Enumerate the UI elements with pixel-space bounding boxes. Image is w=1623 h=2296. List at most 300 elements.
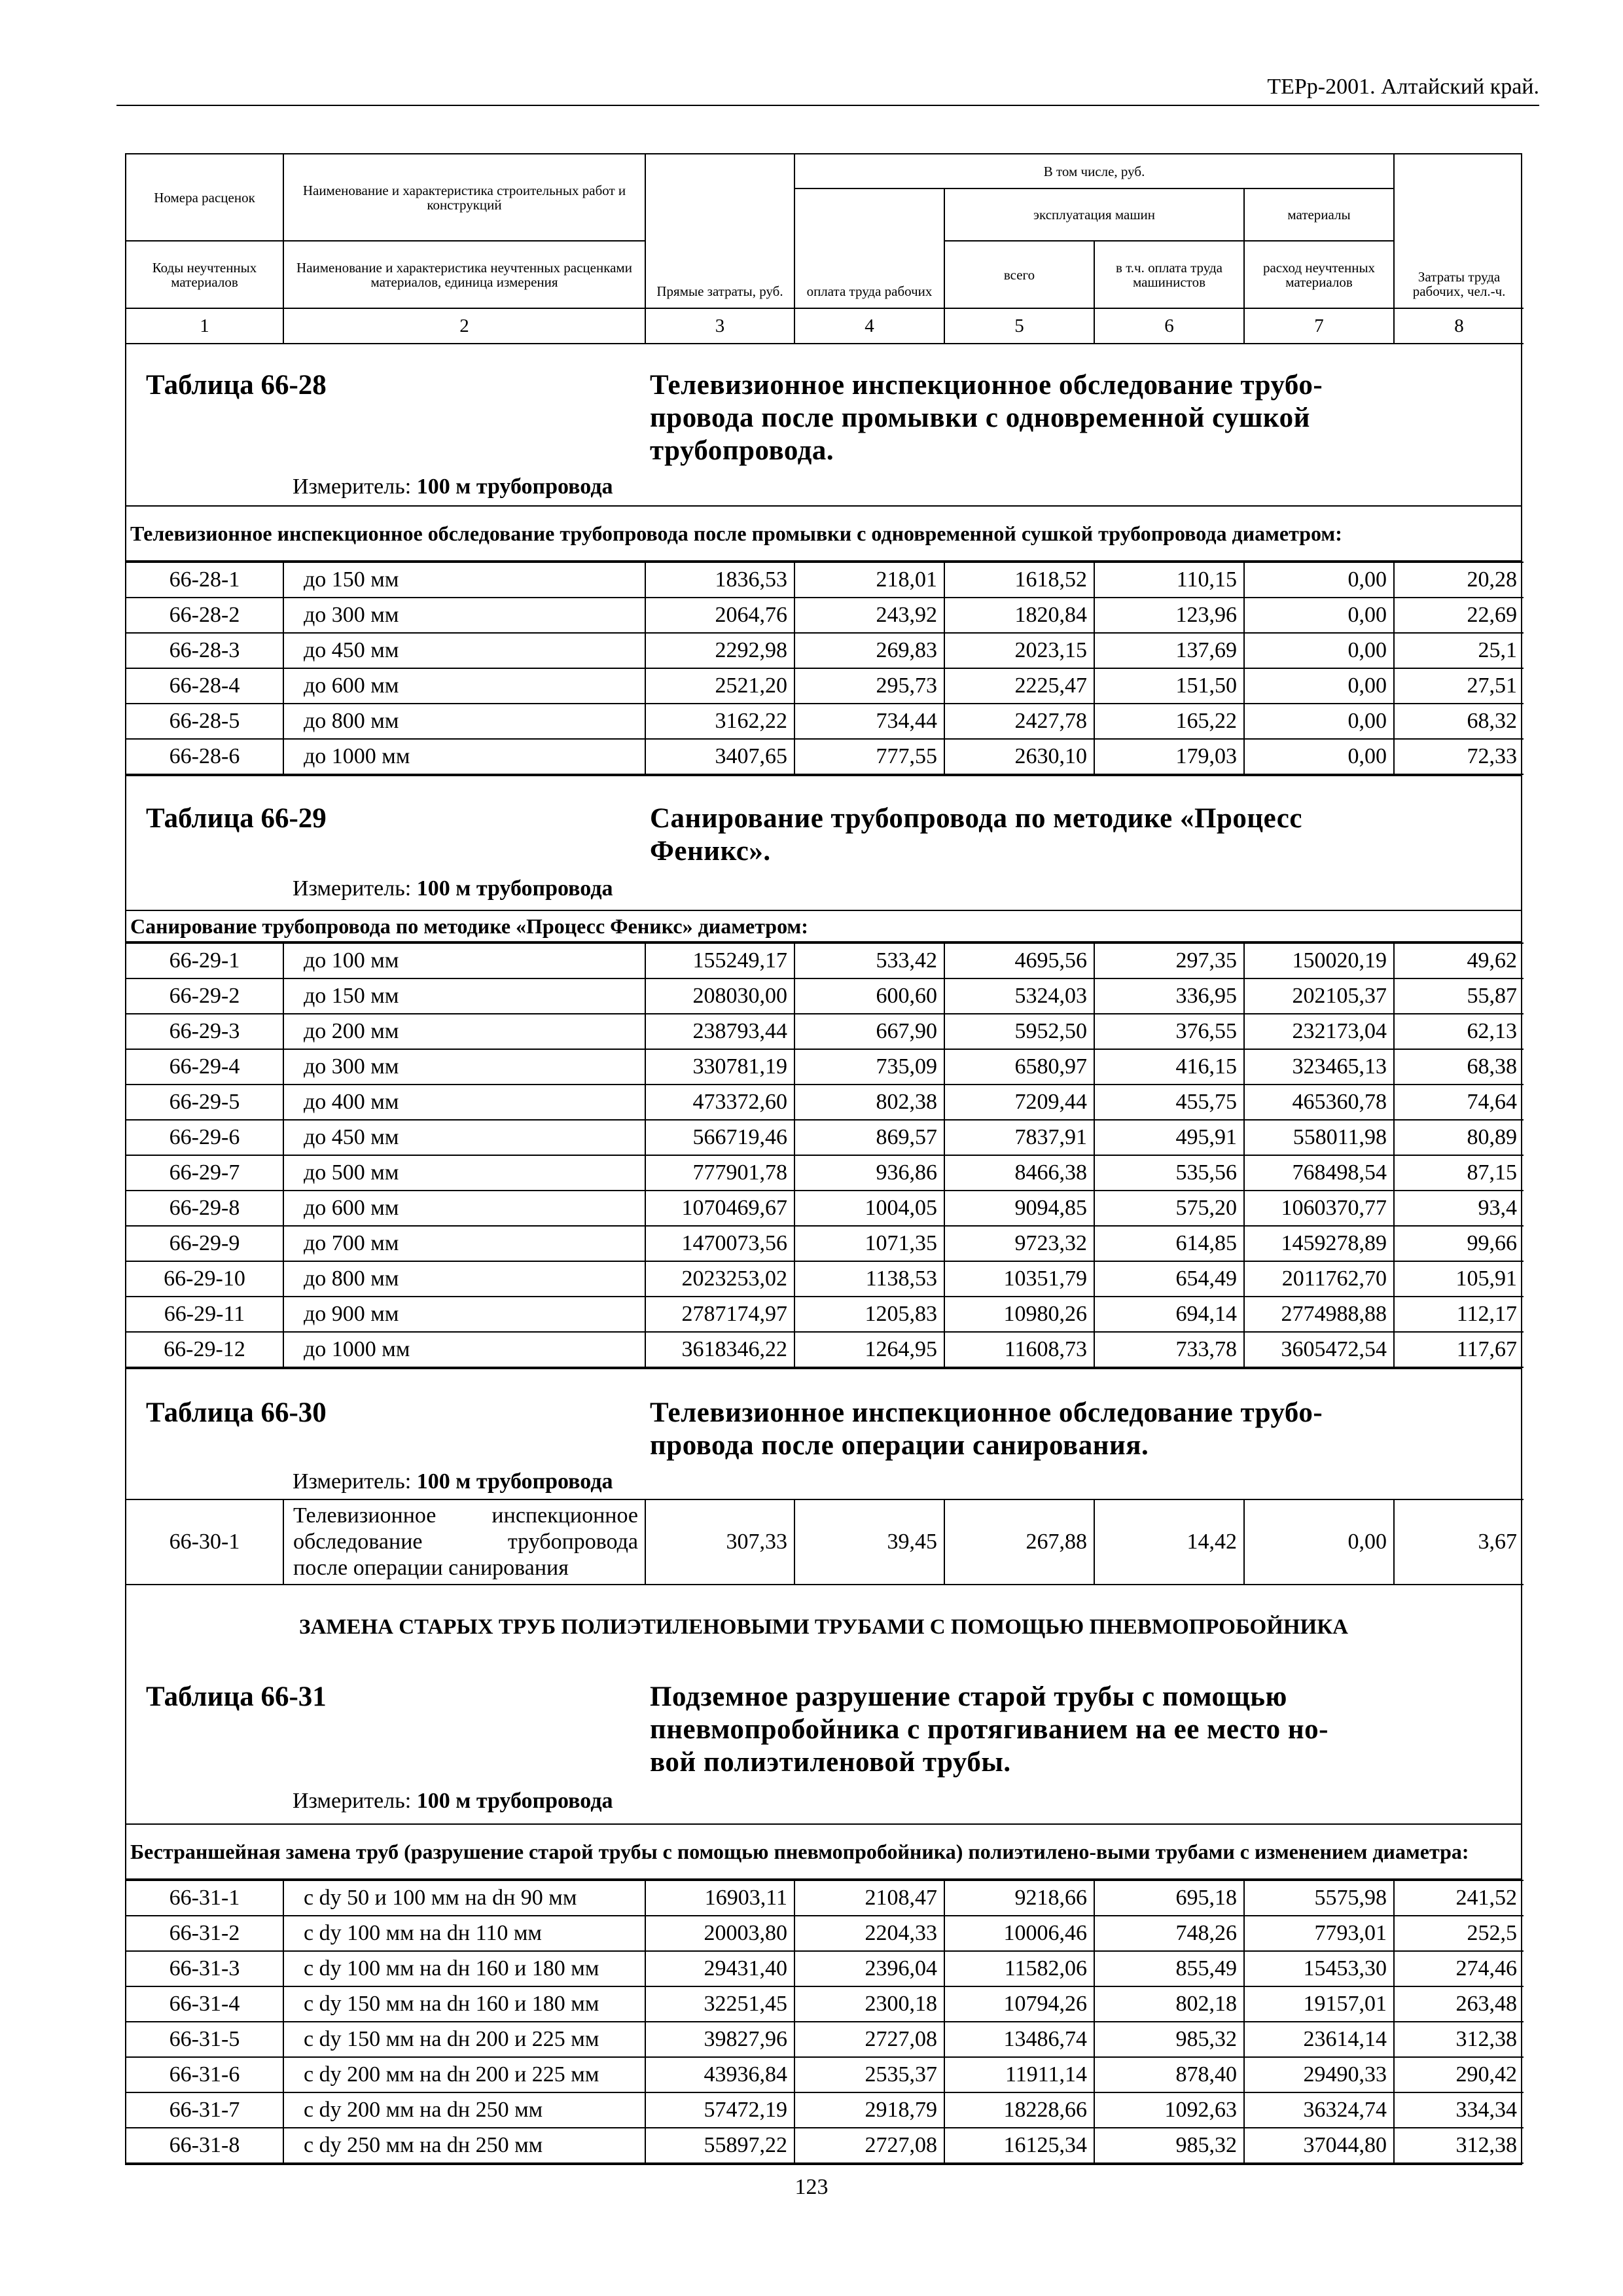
row-value: 16125,34 <box>944 2128 1094 2163</box>
row-code: 66-28-5 <box>126 704 283 739</box>
row-value: 733,78 <box>1094 1332 1244 1367</box>
row-value: 295,73 <box>794 668 944 704</box>
row-value: 9723,32 <box>944 1226 1094 1261</box>
col-number: 1 <box>126 308 283 344</box>
row-code: 66-31-5 <box>126 2022 283 2057</box>
section-heading: ЗАМЕНА СТАРЫХ ТРУБ ПОЛИЭТИЛЕНОВЫМИ ТРУБАМИ С ПОМОЩЬЮ ПНЕВМОПРОБОЙНИКА <box>299 1615 1348 1639</box>
measure <box>293 1467 613 1496</box>
row-value: 2630,10 <box>944 739 1094 774</box>
row-value: 62,13 <box>1394 1014 1524 1049</box>
measure-value: 100 м трубопровода <box>416 1789 613 1813</box>
row-code: 66-29-6 <box>126 1120 283 1155</box>
header-direct-costs: Прямые затраты, руб. <box>645 154 794 308</box>
row-name: с dy 150 мм на dн 160 и 180 мм <box>283 1986 645 2022</box>
row-value: 768498,54 <box>1244 1155 1394 1191</box>
row-name: до 600 мм <box>283 668 645 704</box>
row-value: 7793,01 <box>1244 1916 1394 1951</box>
row-value: 575,20 <box>1094 1191 1244 1226</box>
row-code: 66-29-1 <box>126 943 283 978</box>
table-row <box>126 1880 1524 1916</box>
table-row <box>126 739 1524 774</box>
measure-value: 100 м трубопровода <box>416 1469 613 1494</box>
row-value: 202105,37 <box>1244 978 1394 1014</box>
row-name: с dy 200 мм на dн 200 и 225 мм <box>283 2057 645 2092</box>
row-value: 155249,17 <box>645 943 794 978</box>
row-value: 10351,79 <box>944 1261 1094 1297</box>
table-66-29-desc <box>126 910 1521 942</box>
row-value: 0,00 <box>1244 704 1394 739</box>
row-value: 74,64 <box>1394 1085 1524 1120</box>
row-code: 66-28-6 <box>126 739 283 774</box>
row-value: 20,28 <box>1394 562 1524 598</box>
row-value: 495,91 <box>1094 1120 1244 1155</box>
row-value: 334,34 <box>1394 2092 1524 2128</box>
title-line: трубопровода. <box>650 435 834 466</box>
row-name: с dy 100 мм на dн 110 мм <box>283 1916 645 1951</box>
col-number: 8 <box>1394 308 1524 344</box>
row-value: 208030,00 <box>645 978 794 1014</box>
row-value: 2108,47 <box>794 1880 944 1916</box>
row-value: 5324,03 <box>944 978 1094 1014</box>
row-value: 777901,78 <box>645 1155 794 1191</box>
header-materials-sub: расход неучтенных материалов <box>1244 241 1394 308</box>
row-value: 3407,65 <box>645 739 794 774</box>
row-value: 695,18 <box>1094 1880 1244 1916</box>
row-value: 416,15 <box>1094 1049 1244 1085</box>
row-value: 18228,66 <box>944 2092 1094 2128</box>
row-name: с dy 100 мм на dн 160 и 180 мм <box>283 1951 645 1986</box>
page-number: 123 <box>794 2175 829 2199</box>
row-value: 2787174,97 <box>645 1297 794 1332</box>
row-name: до 1000 мм <box>283 1332 645 1367</box>
row-value: 9094,85 <box>944 1191 1094 1226</box>
table-row <box>126 2022 1524 2057</box>
row-value: 2023253,02 <box>645 1261 794 1297</box>
row-name: до 800 мм <box>283 704 645 739</box>
header-incl: В том числе, руб. <box>794 154 1394 188</box>
row-value: 1060370,77 <box>1244 1191 1394 1226</box>
table-number: Таблица 66-29 <box>146 803 327 834</box>
section-description: Санирование трубопровода по методике «Процесс Феникс» диаметром: <box>126 910 1521 942</box>
table-66-28-desc <box>126 505 1521 562</box>
table-66-31-title <box>126 1659 1521 1823</box>
header-materials: материалы <box>1244 188 1394 241</box>
row-value: 936,86 <box>794 1155 944 1191</box>
row-value: 72,33 <box>1394 739 1524 774</box>
row-value: 10794,26 <box>944 1986 1094 2022</box>
row-value: 473372,60 <box>645 1085 794 1120</box>
row-code: 66-31-3 <box>126 1951 283 1986</box>
row-value: 23614,14 <box>1244 2022 1394 2057</box>
col-number: 7 <box>1244 308 1394 344</box>
row-code: 66-29-2 <box>126 978 283 1014</box>
col-number: 4 <box>794 308 944 344</box>
header-labor-pay: оплата труда рабочих <box>794 188 944 308</box>
measure <box>293 473 613 501</box>
row-code: 66-29-4 <box>126 1049 283 1085</box>
row-value: 3,67 <box>1394 1499 1524 1585</box>
row-value: 1071,35 <box>794 1226 944 1261</box>
table-row <box>126 704 1524 739</box>
row-code: 66-28-2 <box>126 598 283 633</box>
row-value: 232173,04 <box>1244 1014 1394 1049</box>
row-value: 654,49 <box>1094 1261 1244 1297</box>
row-value: 11911,14 <box>944 2057 1094 2092</box>
table-row <box>126 633 1524 668</box>
row-value: 10980,26 <box>944 1297 1094 1332</box>
table-row <box>126 598 1524 633</box>
section-description: Бестраншейная замена труб (разрушение старой трубы с помощью пневмопробойника) полиэтилено-выми трубами с изменением диаметра: <box>126 1824 1521 1879</box>
row-code: 66-29-8 <box>126 1191 283 1226</box>
row-value: 1470073,56 <box>645 1226 794 1261</box>
row-value: 465360,78 <box>1244 1085 1394 1120</box>
row-code: 66-31-1 <box>126 1880 283 1916</box>
row-name: с dy 250 мм на dн 250 мм <box>283 2128 645 2163</box>
table-row <box>126 1014 1524 1049</box>
row-name: до 200 мм <box>283 1014 645 1049</box>
row-value: 1092,63 <box>1094 2092 1244 2128</box>
table-row <box>126 1951 1524 1986</box>
row-value: 11608,73 <box>944 1332 1094 1367</box>
table-number: Таблица 66-28 <box>146 370 327 401</box>
row-value: 29431,40 <box>645 1951 794 1986</box>
title-line: провода после операции санирования. <box>650 1430 1149 1461</box>
row-value: 777,55 <box>794 739 944 774</box>
row-value: 112,17 <box>1394 1297 1524 1332</box>
row-name: до 300 мм <box>283 598 645 633</box>
row-code: 66-31-4 <box>126 1986 283 2022</box>
row-value: 14,42 <box>1094 1499 1244 1585</box>
row-value: 985,32 <box>1094 2022 1244 2057</box>
row-value: 535,56 <box>1094 1155 1244 1191</box>
row-value: 1459278,89 <box>1244 1226 1394 1261</box>
row-value: 137,69 <box>1094 633 1244 668</box>
table-header <box>126 154 1524 308</box>
row-name: до 1000 мм <box>283 739 645 774</box>
row-value: 290,42 <box>1394 2057 1524 2092</box>
row-value: 32251,45 <box>645 1986 794 2022</box>
row-value: 5575,98 <box>1244 1880 1394 1916</box>
row-value: 241,52 <box>1394 1880 1524 1916</box>
row-value: 735,09 <box>794 1049 944 1085</box>
row-value: 68,38 <box>1394 1049 1524 1085</box>
table-row <box>126 1297 1524 1332</box>
row-value: 3618346,22 <box>645 1332 794 1367</box>
row-code: 66-29-5 <box>126 1085 283 1120</box>
row-value: 123,96 <box>1094 598 1244 633</box>
title-line: Подземное разрушение старой трубы с помощью <box>650 1681 1287 1712</box>
row-value: 614,85 <box>1094 1226 1244 1261</box>
row-value: 2774988,88 <box>1244 1297 1394 1332</box>
row-code: 66-28-4 <box>126 668 283 704</box>
row-value: 218,01 <box>794 562 944 598</box>
row-value: 2064,76 <box>645 598 794 633</box>
title-line: провода после промывки с одновременной сушкой <box>650 403 1310 433</box>
table-row <box>126 668 1524 704</box>
row-value: 1618,52 <box>944 562 1094 598</box>
row-code: 66-29-10 <box>126 1261 283 1297</box>
row-value: 27,51 <box>1394 668 1524 704</box>
table-66-31-rows <box>126 1880 1524 2164</box>
col-number: 6 <box>1094 308 1244 344</box>
row-value: 263,48 <box>1394 1986 1524 2022</box>
header-col2-bottom: Наименование и характеристика неучтенных расценками материалов, единица измерения <box>283 241 645 308</box>
row-value: 93,4 <box>1394 1191 1524 1226</box>
table-row <box>126 1986 1524 2022</box>
row-value: 110,15 <box>1094 562 1244 598</box>
title-line: Телевизионное инспекционное обследование трубо- <box>650 370 1323 401</box>
row-value: 29490,33 <box>1244 2057 1394 2092</box>
row-value: 36324,74 <box>1244 2092 1394 2128</box>
row-name: до 600 мм <box>283 1191 645 1226</box>
row-value: 297,35 <box>1094 943 1244 978</box>
row-name: до 800 мм <box>283 1261 645 1297</box>
measure-value: 100 м трубопровода <box>416 876 613 901</box>
row-name-line: Телевизионное инспекционное <box>293 1503 638 1528</box>
row-value: 10006,46 <box>944 1916 1094 1951</box>
table-title <box>650 802 1560 868</box>
row-code: 66-31-7 <box>126 2092 283 2128</box>
row-value: 22,69 <box>1394 598 1524 633</box>
title-line: Санирование трубопровода по методике «Процесс <box>650 803 1302 834</box>
table-row <box>126 943 1524 978</box>
row-value: 2300,18 <box>794 1986 944 2022</box>
row-value: 68,32 <box>1394 704 1524 739</box>
row-value: 600,60 <box>794 978 944 1014</box>
header-col1-top: Номера расценок <box>126 154 283 241</box>
table-66-29-rows <box>126 942 1524 1368</box>
row-value: 0,00 <box>1244 598 1394 633</box>
row-value: 2396,04 <box>794 1951 944 1986</box>
row-value: 734,44 <box>794 704 944 739</box>
row-value: 1070469,67 <box>645 1191 794 1226</box>
row-value: 533,42 <box>794 943 944 978</box>
table-row <box>126 1085 1524 1120</box>
row-value: 985,32 <box>1094 2128 1244 2163</box>
row-value: 43936,84 <box>645 2057 794 2092</box>
row-value: 243,92 <box>794 598 944 633</box>
row-value: 117,67 <box>1394 1332 1524 1367</box>
row-name: с dy 50 и 100 мм на dн 90 мм <box>283 1880 645 1916</box>
row-value: 57472,19 <box>645 2092 794 2128</box>
row-value: 55897,22 <box>645 2128 794 2163</box>
table-66-28-title <box>126 344 1521 505</box>
row-value: 267,88 <box>944 1499 1094 1585</box>
header-machines-total: всего <box>944 241 1094 308</box>
table-row <box>126 1049 1524 1085</box>
row-value: 2727,08 <box>794 2022 944 2057</box>
title-line: Феникс». <box>650 836 771 867</box>
table-row <box>126 1332 1524 1367</box>
row-value: 105,91 <box>1394 1261 1524 1297</box>
table-66-30-rows <box>126 1499 1524 1585</box>
row-value: 252,5 <box>1394 1916 1524 1951</box>
row-value: 238793,44 <box>645 1014 794 1049</box>
row-value: 15453,30 <box>1244 1951 1394 1986</box>
row-value: 87,15 <box>1394 1155 1524 1191</box>
table-row <box>126 1120 1524 1155</box>
row-value: 2918,79 <box>794 2092 944 2128</box>
table-row <box>126 978 1524 1014</box>
row-name: до 150 мм <box>283 562 645 598</box>
measure-label: Измеритель: <box>293 1469 412 1494</box>
row-name: до 300 мм <box>283 1049 645 1085</box>
row-value: 274,46 <box>1394 1951 1524 1986</box>
row-value: 5952,50 <box>944 1014 1094 1049</box>
row-value: 312,38 <box>1394 2022 1524 2057</box>
row-name: до 450 мм <box>283 633 645 668</box>
row-value: 99,66 <box>1394 1226 1524 1261</box>
row-name: до 150 мм <box>283 978 645 1014</box>
row-value: 9218,66 <box>944 1880 1094 1916</box>
header-labor-costs: Затраты труда рабочих, чел.-ч. <box>1394 154 1524 308</box>
row-name: с dy 200 мм на dн 250 мм <box>283 2092 645 2128</box>
row-value: 667,90 <box>794 1014 944 1049</box>
row-value: 566719,46 <box>645 1120 794 1155</box>
row-value: 330781,19 <box>645 1049 794 1085</box>
row-code: 66-29-11 <box>126 1297 283 1332</box>
row-value: 869,57 <box>794 1120 944 1155</box>
row-value: 39827,96 <box>645 2022 794 2057</box>
row-value: 2427,78 <box>944 704 1094 739</box>
row-code: 66-31-2 <box>126 1916 283 1951</box>
table-number: Таблица 66-31 <box>146 1681 327 1712</box>
row-value: 2204,33 <box>794 1916 944 1951</box>
row-value: 1004,05 <box>794 1191 944 1226</box>
price-table <box>125 153 1522 2165</box>
running-header: ТЕРр-2001. Алтайский край. <box>116 72 1539 106</box>
row-name: до 100 мм <box>283 943 645 978</box>
table-row <box>126 1916 1524 1951</box>
row-name-line: после операции санирования <box>293 1556 569 1580</box>
row-value: 802,18 <box>1094 1986 1244 2022</box>
row-name-line: обследование трубопровода <box>293 1530 638 1554</box>
table-row <box>126 1191 1524 1226</box>
row-value: 1836,53 <box>645 562 794 598</box>
table-row <box>126 1226 1524 1261</box>
row-code: 66-31-8 <box>126 2128 283 2163</box>
row-code: 66-28-3 <box>126 633 283 668</box>
row-value: 165,22 <box>1094 704 1244 739</box>
row-value: 1138,53 <box>794 1261 944 1297</box>
row-code: 66-29-9 <box>126 1226 283 1261</box>
row-code: 66-31-6 <box>126 2057 283 2092</box>
row-value: 3162,22 <box>645 704 794 739</box>
row-value: 16903,11 <box>645 1880 794 1916</box>
row-value: 150020,19 <box>1244 943 1394 978</box>
header-machines: эксплуатация машин <box>944 188 1244 241</box>
row-value: 855,49 <box>1094 1951 1244 1986</box>
row-value: 6580,97 <box>944 1049 1094 1085</box>
header-machines-labor: в т.ч. оплата труда машинистов <box>1094 241 1244 308</box>
row-value: 20003,80 <box>645 1916 794 1951</box>
row-value: 13486,74 <box>944 2022 1094 2057</box>
row-value: 151,50 <box>1094 668 1244 704</box>
col-number: 5 <box>944 308 1094 344</box>
row-name: до 450 мм <box>283 1120 645 1155</box>
measure-label: Измеритель: <box>293 1789 412 1813</box>
row-name: до 900 мм <box>283 1297 645 1332</box>
section-description: Телевизионное инспекционное обследование трубопровода после промывки с одновременной сушкой трубопровода диаметром: <box>126 506 1521 561</box>
row-name: до 500 мм <box>283 1155 645 1191</box>
row-value: 376,55 <box>1094 1014 1244 1049</box>
row-code: 66-29-12 <box>126 1332 283 1367</box>
row-value: 558011,98 <box>1244 1120 1394 1155</box>
row-name: с dy 150 мм на dн 200 и 225 мм <box>283 2022 645 2057</box>
row-value: 2292,98 <box>645 633 794 668</box>
table-title <box>650 369 1560 467</box>
row-value: 7837,91 <box>944 1120 1094 1155</box>
table-66-29-title <box>126 775 1521 910</box>
row-value: 55,87 <box>1394 978 1524 1014</box>
row-value: 0,00 <box>1244 562 1394 598</box>
col-number: 3 <box>645 308 794 344</box>
measure-label: Измеритель: <box>293 876 412 901</box>
table-title <box>650 1681 1560 1779</box>
row-value: 0,00 <box>1244 633 1394 668</box>
table-66-31-desc <box>126 1823 1521 1880</box>
row-value: 455,75 <box>1094 1085 1244 1120</box>
row-value: 1264,95 <box>794 1332 944 1367</box>
table-row <box>126 1155 1524 1191</box>
row-value: 323465,13 <box>1244 1049 1394 1085</box>
row-value: 694,14 <box>1094 1297 1244 1332</box>
row-code: 66-30-1 <box>126 1499 283 1585</box>
title-line: вой полиэтиленовой трубы. <box>650 1747 1011 1778</box>
row-value: 2535,37 <box>794 2057 944 2092</box>
row-code: 66-29-3 <box>126 1014 283 1049</box>
row-value: 748,26 <box>1094 1916 1244 1951</box>
row-value: 8466,38 <box>944 1155 1094 1191</box>
row-value: 25,1 <box>1394 633 1524 668</box>
measure <box>293 874 613 903</box>
row-value: 336,95 <box>1094 978 1244 1014</box>
row-value: 878,40 <box>1094 2057 1244 2092</box>
row-value: 80,89 <box>1394 1120 1524 1155</box>
measure <box>293 1787 613 1816</box>
row-value: 802,38 <box>794 1085 944 1120</box>
row-value: 2225,47 <box>944 668 1094 704</box>
row-value: 0,00 <box>1244 739 1394 774</box>
table-row <box>126 2128 1524 2163</box>
row-name: до 700 мм <box>283 1226 645 1261</box>
measure-value: 100 м трубопровода <box>416 475 613 499</box>
row-value: 2727,08 <box>794 2128 944 2163</box>
table-row <box>126 1499 1524 1585</box>
table-number: Таблица 66-30 <box>146 1397 327 1428</box>
row-value: 2011762,70 <box>1244 1261 1394 1297</box>
row-code: 66-29-7 <box>126 1155 283 1191</box>
row-value: 7209,44 <box>944 1085 1094 1120</box>
row-value: 1205,83 <box>794 1297 944 1332</box>
table-66-28-rows <box>126 562 1524 775</box>
table-title <box>650 1397 1560 1462</box>
row-value: 19157,01 <box>1244 1986 1394 2022</box>
measure-label: Измеритель: <box>293 475 412 499</box>
title-line: Телевизионное инспекционное обследование трубо- <box>650 1397 1323 1428</box>
table-row <box>126 1261 1524 1297</box>
table-row <box>126 2092 1524 2128</box>
table-66-30-title <box>126 1368 1521 1499</box>
table-row <box>126 2057 1524 2092</box>
row-value: 269,83 <box>794 633 944 668</box>
row-value: 39,45 <box>794 1499 944 1585</box>
row-value: 4695,56 <box>944 943 1094 978</box>
row-value: 3605472,54 <box>1244 1332 1394 1367</box>
row-value: 49,62 <box>1394 943 1524 978</box>
row-value: 1820,84 <box>944 598 1094 633</box>
column-numbers <box>126 308 1524 344</box>
